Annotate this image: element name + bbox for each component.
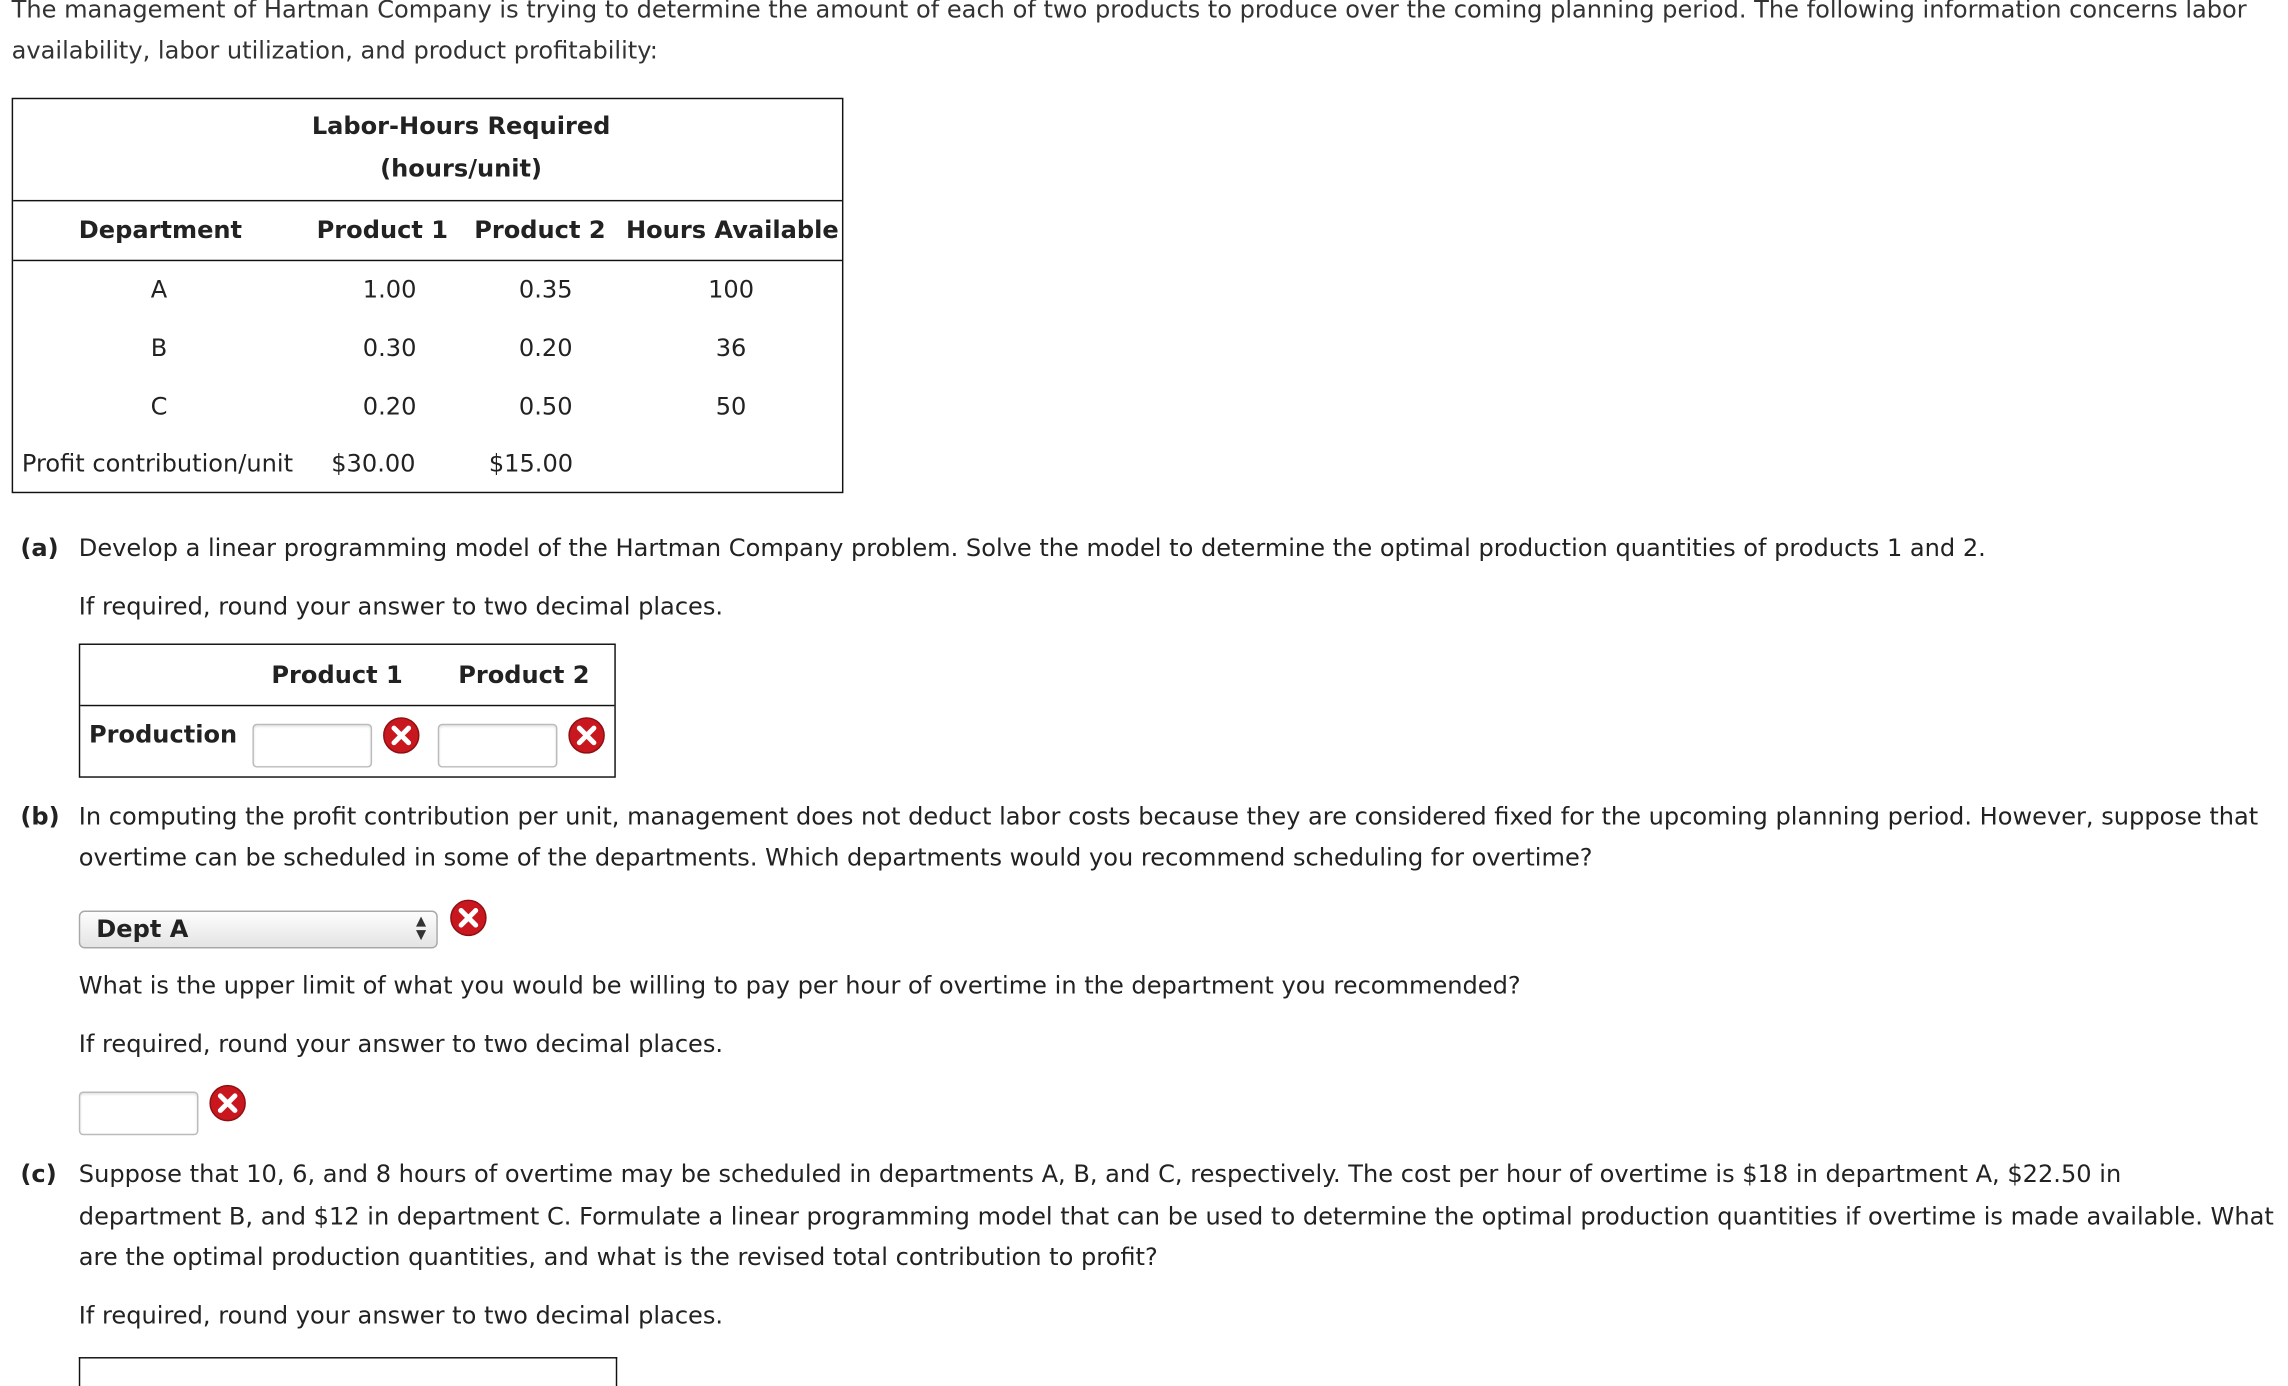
table-row-hours: 50	[715, 392, 747, 421]
incorrect-icon	[568, 716, 606, 754]
incorrect-icon	[209, 1084, 247, 1122]
part-a-round-note: If required, round your answer to two decimal places.	[78, 592, 724, 621]
table-title-line2: (hours/unit)	[380, 154, 543, 183]
part-b-label: (b)	[20, 802, 60, 831]
part-b-round-note: If required, round your answer to two decimal places.	[78, 1030, 724, 1058]
header-hours-available: Hours Available	[625, 215, 839, 244]
part-c-line1: Suppose that 10, 6, and 8 hours of overtime may be scheduled in departments A, B, and C, respectively. The cost per hour of overtime is $18 in department A, $22.50 in	[78, 1160, 2122, 1188]
table-row-p1: 1.00	[362, 275, 417, 304]
part-c-line2: department B, and $12 in department C. Formulate a linear programming model that can be used to determine the optimal production quantities if overtime is made available. What	[78, 1202, 2274, 1231]
part-b-question2: What is the upper limit of what you would be willing to pay per hour of overtime in the department you recommended?	[78, 971, 1521, 1000]
table-row-p1: 0.20	[362, 392, 417, 421]
profit-label: Profit contribution/unit	[21, 449, 294, 478]
header-product-1: Product 1	[316, 215, 449, 244]
part-c-table	[79, 1357, 617, 1386]
part-c-line3: are the optimal production quantities, and what is the revised total contribution to profit?	[78, 1243, 1158, 1271]
production-row-label: Production	[89, 720, 238, 749]
select-arrows-icon: ▲ ▼	[415, 914, 427, 943]
incorrect-icon	[449, 899, 487, 937]
profit-p2: $15.00	[488, 449, 574, 478]
table-row-p2: 0.50	[518, 392, 573, 421]
table-row-p1: 0.30	[362, 334, 417, 362]
table-row-dept: C	[150, 392, 168, 421]
table-row-p2: 0.20	[518, 334, 573, 362]
production-product-2-input[interactable]	[438, 724, 558, 768]
part-b-question-line1: In computing the profit contribution per unit, management does not deduct labor costs because they are considered fixed for the upcoming planning period. However, suppose that	[78, 802, 2259, 831]
table-title-line1: Labor-Hours Required	[311, 112, 611, 141]
production-col-product-1: Product 1	[271, 661, 403, 689]
table-row-hours: 36	[715, 334, 747, 362]
department-select[interactable]	[79, 911, 438, 949]
profit-p1: $30.00	[331, 449, 416, 478]
overtime-limit-input[interactable]	[79, 1091, 199, 1135]
production-table	[79, 644, 616, 778]
labor-hours-table	[12, 98, 844, 493]
intro-text: The management of Hartman Company is trying to determine the amount of each of two products to produce over the coming planning period. The following information concerns labor availability, labor utilization, and product profitability:	[11, 0, 2247, 65]
header-department: Department	[78, 215, 243, 244]
table-row-p2: 0.35	[518, 275, 573, 304]
part-b-question-line2: overtime can be scheduled in some of the departments. Which departments would you recommend scheduling for overtime?	[78, 843, 1593, 872]
table-row-dept: A	[150, 275, 168, 304]
part-c-label: (c)	[20, 1160, 57, 1188]
production-col-product-2: Product 2	[458, 661, 590, 689]
department-select-value: Dept A	[96, 914, 189, 943]
incorrect-icon	[382, 716, 420, 754]
header-product-2: Product 2	[474, 215, 606, 244]
part-a-label: (a)	[20, 534, 59, 562]
table-row-dept: B	[150, 334, 168, 362]
production-product-1-input[interactable]	[252, 724, 372, 768]
table-row-hours: 100	[708, 275, 755, 304]
part-a-question: Develop a linear programming model of the Hartman Company problem. Solve the model to determine the optimal production quantities of products 1 and 2.	[78, 534, 1986, 562]
part-c-round-note: If required, round your answer to two decimal places.	[78, 1301, 724, 1330]
